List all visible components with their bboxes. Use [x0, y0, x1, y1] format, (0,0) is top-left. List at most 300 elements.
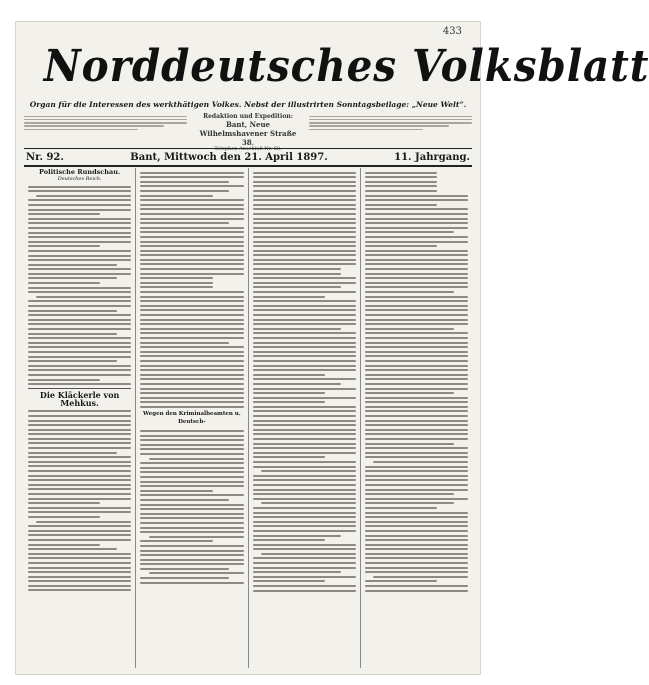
text-line: [253, 576, 356, 578]
text-line: [140, 392, 243, 394]
text-line: [28, 465, 131, 467]
text-line: [253, 365, 356, 367]
text-line: [140, 517, 243, 519]
text-line: [365, 548, 468, 550]
text-line: [365, 567, 468, 569]
text-line: [365, 346, 468, 348]
text-line: [253, 429, 356, 431]
text-line: [373, 576, 468, 578]
text-line: [365, 521, 468, 523]
text-line: [253, 218, 356, 220]
text-line: [28, 571, 131, 573]
text-line: [253, 360, 356, 362]
text-line: [140, 319, 243, 321]
text-line: [365, 360, 468, 362]
text-line: [28, 580, 131, 582]
text-line: [28, 562, 131, 564]
column-1: [24, 168, 136, 668]
text-line: [253, 328, 342, 330]
text-line: [365, 429, 468, 431]
masthead: [26, 38, 649, 100]
text-line: [28, 287, 131, 289]
text-line: [140, 259, 243, 261]
text-line: [140, 435, 243, 437]
text-line: [253, 204, 356, 206]
text-line: [365, 539, 468, 541]
text-line: [140, 300, 243, 302]
text-line: [28, 502, 100, 504]
text-line: [140, 471, 243, 473]
text-line: [140, 342, 229, 344]
text-line: [253, 548, 356, 550]
text-line: [253, 452, 356, 454]
text-line: [365, 291, 454, 293]
text-line: [365, 553, 468, 555]
text-line: [140, 540, 212, 542]
text-line: [28, 314, 131, 316]
text-line: [253, 199, 356, 201]
text-line: [140, 563, 243, 565]
text-line: [28, 277, 117, 279]
text-line: [140, 481, 243, 483]
text-line: [140, 490, 212, 492]
text-line: [28, 323, 131, 325]
text-line: [140, 522, 243, 524]
text-line: [253, 484, 356, 486]
text-line: [253, 268, 342, 270]
text-line: [365, 456, 468, 458]
text-line: [28, 461, 131, 463]
text-line: [140, 360, 243, 362]
text-line: [140, 401, 243, 403]
text-line: [253, 185, 356, 187]
text-line: [36, 521, 131, 523]
subsection-heading: Deutsches Reich.: [57, 176, 102, 182]
text-line: [28, 369, 131, 371]
text-line: [365, 176, 437, 178]
text-line: [253, 580, 325, 582]
text-line: [253, 512, 356, 514]
text-line: [365, 172, 437, 174]
text-line: [365, 241, 468, 243]
text-line: [253, 286, 342, 288]
text-line: [140, 365, 243, 367]
text-line: [140, 305, 243, 307]
text-line: [253, 438, 356, 440]
text-line: [140, 531, 243, 533]
text-line: [365, 406, 468, 408]
text-line: [253, 466, 356, 468]
text-line: [28, 250, 131, 252]
text-line: [365, 365, 468, 367]
text-line: [253, 557, 356, 559]
text-line: [28, 511, 131, 513]
text-line: [140, 176, 243, 178]
article-text: [253, 168, 356, 592]
text-line: [140, 185, 243, 187]
text-line: [28, 539, 131, 541]
editorial-address-block: [193, 113, 303, 152]
text-line: [365, 401, 468, 403]
text-line: [28, 236, 131, 238]
text-line: [28, 433, 131, 435]
text-line: [140, 351, 243, 353]
text-line: [365, 314, 468, 316]
text-line: [28, 209, 131, 211]
newspaper-page: [16, 22, 649, 674]
telephone-note: Telephon-Anschluß Nr. 58.: [214, 145, 282, 152]
text-line: [253, 516, 356, 518]
text-line: [365, 351, 468, 353]
text-line: [28, 273, 131, 275]
text-line: [253, 369, 356, 371]
text-line: [253, 489, 356, 491]
text-line: [28, 374, 131, 376]
newspaper-title: Norddeutsches Volksblatt: [43, 41, 649, 92]
text-line: [253, 433, 356, 435]
info-bar: [24, 113, 472, 152]
text-line: [365, 236, 468, 238]
text-line: [28, 218, 131, 220]
text-line: [140, 448, 243, 450]
text-line: [253, 342, 356, 344]
text-line: [253, 351, 356, 353]
volume-year: 11. Jahrgang.: [394, 151, 470, 163]
text-line: [365, 282, 468, 284]
text-line: [365, 263, 468, 265]
text-line: [253, 383, 342, 385]
text-line: [365, 470, 468, 472]
text-line: [28, 424, 131, 426]
text-line: [365, 571, 468, 573]
text-line: [28, 268, 131, 270]
text-line: [140, 378, 243, 380]
text-line: [140, 494, 243, 496]
text-line: [253, 590, 356, 592]
text-line: [365, 250, 468, 252]
text-line: [365, 227, 468, 229]
text-line: [365, 185, 437, 187]
text-line: [28, 548, 117, 550]
text-line: [140, 323, 243, 325]
text-line: [28, 222, 131, 224]
text-line: [365, 452, 468, 454]
text-line: [365, 296, 468, 298]
text-line: [28, 553, 131, 555]
text-line: [28, 576, 131, 578]
text-line: [253, 273, 342, 275]
text-line: [253, 392, 325, 394]
text-line: [140, 195, 212, 197]
text-line: [365, 369, 468, 371]
text-line: [140, 208, 243, 210]
text-line: [28, 383, 131, 385]
text-line: [140, 582, 243, 584]
text-line: [365, 489, 468, 491]
text-line: [365, 319, 468, 321]
text-line: [365, 383, 468, 385]
text-line: [253, 456, 325, 458]
text-line: [140, 369, 243, 371]
text-line: [140, 374, 243, 376]
text-line: [253, 195, 356, 197]
text-line: [365, 213, 468, 215]
newspaper-subtitle: Organ für die Interessen des werkthätigen Volkes. Nebst der illustrirten Sonntagsbeilage: „Neue Welt“.: [29, 100, 467, 109]
text-line: [253, 585, 356, 587]
text-line: [365, 277, 468, 279]
column-3: [249, 168, 361, 668]
text-line: [140, 213, 243, 215]
issue-number: Nr. 92.: [26, 151, 64, 163]
dateline: [24, 145, 472, 167]
text-line: [365, 254, 468, 256]
text-line: [28, 328, 131, 330]
text-line: [365, 475, 468, 477]
text-line: [365, 410, 468, 412]
text-line: [28, 442, 131, 444]
text-line: [28, 438, 131, 440]
text-line: [365, 424, 468, 426]
text-line: [28, 351, 131, 353]
text-line: [365, 544, 468, 546]
text-line: [253, 305, 356, 307]
text-line: [365, 374, 468, 376]
text-line: [28, 379, 100, 381]
text-line: [140, 476, 243, 478]
text-line: [28, 498, 131, 500]
text-line: [28, 452, 117, 454]
text-line: [365, 502, 454, 504]
text-line: [140, 309, 243, 311]
text-line: [253, 461, 356, 463]
text-line: [253, 323, 356, 325]
text-line: [365, 273, 468, 275]
text-line: [140, 554, 243, 556]
text-line: [140, 190, 229, 192]
text-line: [253, 181, 356, 183]
text-line: [140, 218, 243, 220]
text-line: [140, 328, 243, 330]
text-line: [253, 525, 356, 527]
text-line: [365, 259, 468, 261]
text-line: [365, 388, 468, 390]
text-line: [140, 268, 243, 270]
text-line: [149, 536, 244, 538]
text-line: [140, 277, 212, 279]
text-line: [365, 286, 468, 288]
text-line: [365, 525, 468, 527]
text-line: [253, 245, 356, 247]
text-line: [365, 342, 468, 344]
text-line: [28, 264, 117, 266]
text-line: [28, 534, 131, 536]
text-line: [365, 493, 454, 495]
text-line: [28, 365, 131, 367]
text-line: [373, 461, 468, 463]
text-line: [28, 186, 131, 188]
text-line: [28, 516, 100, 518]
feuilleton-text: [28, 407, 131, 592]
text-line: [365, 530, 468, 532]
text-line: [253, 493, 356, 495]
column-4: [361, 168, 472, 668]
text-line: [365, 397, 468, 399]
text-line: [253, 227, 356, 229]
text-line: [253, 213, 356, 215]
text-line: [28, 544, 100, 546]
column-2: [136, 168, 248, 668]
text-line: [28, 199, 131, 201]
text-line: [140, 527, 243, 529]
text-line: [28, 356, 131, 358]
text-line: [28, 213, 100, 215]
text-line: [28, 488, 131, 490]
text-line: [140, 383, 243, 385]
text-line: [365, 328, 454, 330]
text-line: [253, 498, 356, 500]
text-line: [28, 255, 131, 257]
text-line: [140, 236, 243, 238]
text-line: [36, 195, 131, 197]
text-line: [149, 458, 244, 460]
text-line: [28, 282, 100, 284]
text-line: [28, 360, 117, 362]
text-line: [365, 415, 468, 417]
text-line: [253, 300, 356, 302]
text-line: [365, 309, 468, 311]
text-line: [140, 231, 243, 233]
text-line: [253, 241, 356, 243]
text-line: [365, 199, 468, 201]
text-line: [140, 513, 243, 515]
text-line: [253, 535, 342, 537]
text-line: [140, 439, 243, 441]
text-line: [28, 319, 131, 321]
text-line: [140, 181, 229, 183]
text-line: [253, 291, 356, 293]
text-line: [365, 557, 468, 559]
text-line: [140, 430, 243, 432]
article-text: [365, 168, 468, 592]
text-line: [365, 222, 468, 224]
text-line: [253, 420, 356, 422]
text-line: [253, 277, 356, 279]
text-line: [28, 305, 131, 307]
text-line: [28, 227, 131, 229]
text-line: [140, 332, 243, 334]
text-line: [365, 512, 468, 514]
text-line: [28, 525, 131, 527]
text-line: [140, 453, 243, 455]
text-line: [140, 291, 243, 293]
text-line: [365, 300, 468, 302]
text-line: [253, 172, 356, 174]
text-line: [365, 443, 454, 445]
text-line: [140, 462, 243, 464]
text-line: [365, 392, 454, 394]
text-line: [253, 176, 356, 178]
text-line: [140, 282, 212, 284]
text-line: [253, 296, 325, 298]
text-line: [28, 479, 131, 481]
article-columns: [24, 168, 472, 668]
issue-date: Bant, Mittwoch den 21. April 1897.: [130, 151, 328, 163]
text-line: [28, 493, 131, 495]
text-line: [140, 467, 243, 469]
text-line: [140, 444, 243, 446]
feuilleton-heading: Die Kläckerle von Mehkus.: [28, 388, 131, 407]
text-line: [253, 544, 356, 546]
text-line: [365, 204, 437, 206]
text-line: [28, 429, 131, 431]
text-line: [140, 397, 243, 399]
text-line: [365, 498, 468, 500]
text-line: [140, 355, 243, 357]
text-line: [253, 319, 356, 321]
text-line: [36, 296, 131, 298]
text-line: [140, 346, 243, 348]
page-number: 433: [442, 26, 462, 37]
text-line: [140, 314, 243, 316]
text-line: [253, 190, 356, 192]
text-line: [28, 456, 131, 458]
text-line: [28, 484, 131, 486]
text-line: [365, 590, 468, 592]
text-line: [253, 539, 325, 541]
text-line: [140, 241, 243, 243]
text-line: [253, 250, 356, 252]
section-heading: Politische Rundschau.: [39, 168, 121, 176]
text-line: [365, 420, 468, 422]
text-line: [365, 268, 468, 270]
text-line: [253, 567, 356, 569]
text-line: [140, 199, 243, 201]
text-line: [149, 572, 244, 574]
text-line: [140, 296, 243, 298]
text-line: [365, 337, 468, 339]
text-line: [365, 378, 468, 380]
text-line: [28, 507, 131, 509]
text-line: [253, 314, 356, 316]
text-line: [365, 535, 468, 537]
text-line: [253, 309, 356, 311]
article-text: [140, 426, 243, 583]
text-line: [253, 397, 356, 399]
text-line: [140, 577, 229, 579]
text-line: [365, 447, 468, 449]
text-line: [253, 415, 356, 417]
text-line: [253, 282, 356, 284]
subscription-info: [24, 114, 187, 144]
editorial-heading: Redaktion und Expedition:: [203, 113, 293, 120]
text-line: [365, 562, 468, 564]
text-line: [253, 401, 325, 403]
text-line: [253, 263, 356, 265]
text-line: [365, 245, 437, 247]
text-line: [28, 342, 131, 344]
text-line: [261, 502, 356, 504]
text-line: [140, 337, 243, 339]
text-line: [28, 232, 131, 234]
text-line: [253, 208, 356, 210]
text-line: [365, 218, 468, 220]
text-line: [253, 447, 356, 449]
text-line: [140, 499, 229, 501]
text-line: [28, 420, 131, 422]
text-line: [28, 589, 131, 591]
text-line: [140, 273, 243, 275]
text-line: [365, 479, 468, 481]
